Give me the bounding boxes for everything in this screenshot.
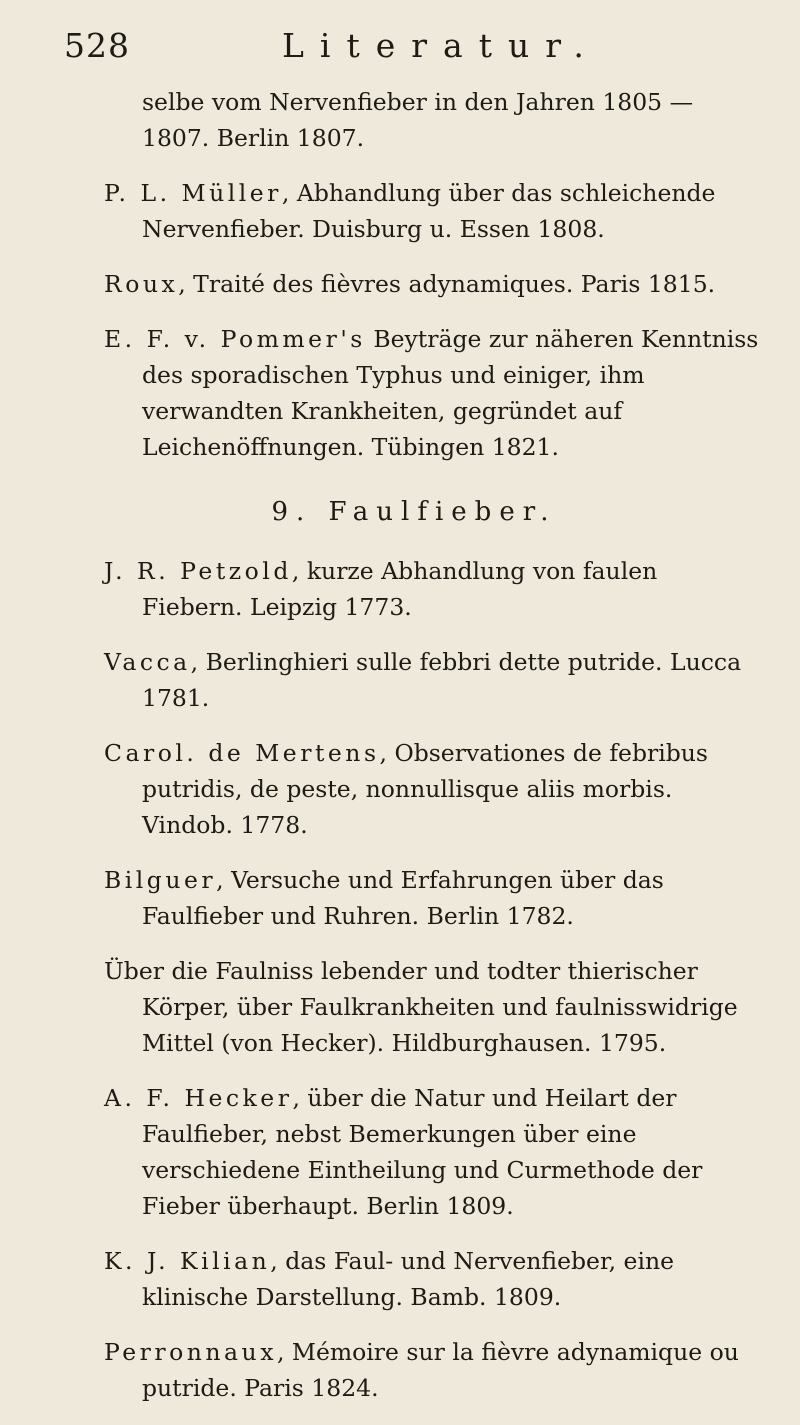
entry-author: Perronnaux xyxy=(104,1338,277,1366)
entry-author: K. J. Kilian xyxy=(104,1247,271,1275)
entry-text: , Abhandlung über das schleichende Nervenfieber. Duisburg u. Essen 1808. xyxy=(142,179,716,243)
entry-text: Beyträge zur näheren Kenntniss des sporadischen Typhus und einiger, ihm verwandten Krankheiten, gegründet auf Leichenöffnungen. Tübingen 1821. xyxy=(142,325,759,461)
bibliography-entry xyxy=(104,175,764,247)
bibliography-entry xyxy=(104,953,764,1061)
bibliography xyxy=(104,84,764,1425)
entry-author: Vacca xyxy=(104,648,191,676)
bibliography-entry xyxy=(104,553,764,625)
bibliography-entry xyxy=(104,1080,764,1224)
entry-text: , das Faul- und Nervenfieber, eine klinische Darstellung. Bamb. 1809. xyxy=(142,1247,674,1311)
entry-author: A. F. Hecker xyxy=(104,1084,293,1112)
entry-text: , kurze Abhandlung von faulen Fiebern. Leipzig 1773. xyxy=(142,557,658,621)
bibliography-entry xyxy=(104,84,764,156)
entry-text: selbe vom Nervenfieber in den Jahren 1805 — 1807. Berlin 1807. xyxy=(142,88,694,152)
entry-text: , Traité des fièvres adynamiques. Paris 1815. xyxy=(178,270,716,298)
bibliography-entry xyxy=(104,266,764,302)
entry-author: E. F. v. Pommer's xyxy=(104,325,366,353)
entry-author: Carol. de Mertens xyxy=(104,739,380,767)
bibliography-entry xyxy=(104,862,764,934)
entry-text: Über die Faulniss lebender und todter thierischer Körper, über Faulkrankheiten und faulnisswidrige Mittel (von Hecker). Hildburghausen. 1795. xyxy=(104,957,738,1057)
bibliography-entry xyxy=(104,644,764,716)
section-heading: 9. Faulfieber. xyxy=(271,497,557,527)
entry-text: , über die Natur und Heilart der Faulfieber, nebst Bemerkungen über eine verschiedene Eintheilung und Curmethode der Fieber überhaupt. Berlin 1809. xyxy=(142,1084,703,1220)
bibliography-entry xyxy=(104,321,764,465)
bibliography-entry xyxy=(104,1243,764,1315)
bibliography-entry xyxy=(104,735,764,843)
entry-list-bottom xyxy=(104,553,764,1406)
page-number: 528 xyxy=(64,26,130,65)
entry-author: Bilguer xyxy=(104,866,217,894)
entry-text: , Berlinghieri sulle febbri dette putride. Lucca 1781. xyxy=(142,648,742,712)
entry-text: , Versuche und Erfahrungen über das Faulfieber und Ruhren. Berlin 1782. xyxy=(142,866,664,930)
entry-author: P. L. Müller xyxy=(104,179,282,207)
bibliography-entry xyxy=(104,1334,764,1406)
entry-text: , Mémoire sur la fièvre adynamique ou putride. Paris 1824. xyxy=(142,1338,739,1402)
entry-author: Roux xyxy=(104,270,179,298)
entry-author: J. R. Petzold xyxy=(104,557,292,585)
page-header xyxy=(64,26,760,76)
entry-list-top xyxy=(104,84,764,465)
entry-text: , Observationes de febribus putridis, de peste, nonnullisque aliis morbis. Vindob. 1778. xyxy=(142,739,708,839)
running-title: Literatur. xyxy=(282,26,600,65)
